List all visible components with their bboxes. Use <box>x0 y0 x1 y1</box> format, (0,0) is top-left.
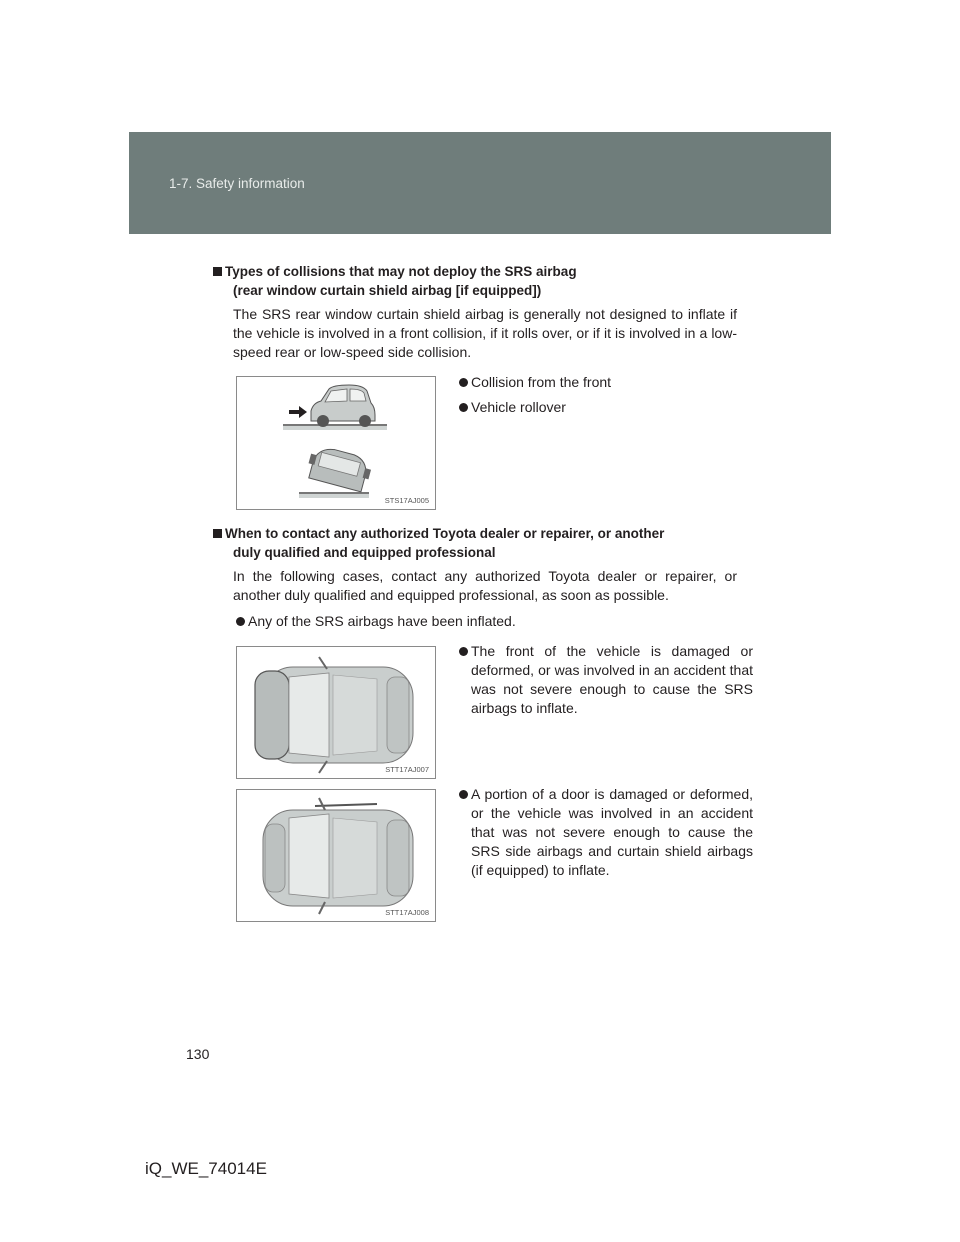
figure-code: STS17AJ005 <box>384 496 429 505</box>
bullet-dot-icon <box>459 790 468 799</box>
figure-code: STT17AJ008 <box>385 908 429 917</box>
bullet-door-damage <box>459 785 753 880</box>
bullet-text: A portion of a door is damaged or deformed, or the vehicle was involved in an accident that was not severe enough to cause the SRS side airbags and curtain shield airbags (if equipped) to inflate. <box>471 786 753 878</box>
bullet-dot-icon <box>459 647 468 656</box>
bullet-dot-icon <box>459 403 468 412</box>
bullet-text: Vehicle rollover <box>471 399 566 415</box>
section2-title-line2: duly qualified and equipped professional <box>233 545 496 560</box>
bullet-collision-front <box>459 373 611 392</box>
page-number: 130 <box>186 1046 210 1062</box>
collision-figure <box>236 376 436 510</box>
front-damage-figure <box>236 646 436 779</box>
section1-title-line1: Types of collisions that may not deploy the SRS airbag <box>225 264 577 279</box>
door-damage-figure <box>236 789 436 922</box>
section2-heading <box>213 524 738 562</box>
bullet-dot-icon <box>459 378 468 387</box>
collision-illustration <box>237 377 435 509</box>
bullet-text: Any of the SRS airbags have been inflated. <box>248 613 516 629</box>
section2-paragraph: In the following cases, contact any authorized Toyota dealer or repairer, or another duly qualified and equipped professional, as soon as possible. <box>233 568 737 603</box>
header-bar <box>129 132 831 234</box>
section1-heading <box>213 262 577 300</box>
document-code: iQ_WE_74014E <box>145 1159 267 1178</box>
bullet-text: The front of the vehicle is damaged or deformed, or was involved in an accident that was not severe enough to cause the SRS airbags to inflate. <box>471 643 753 716</box>
square-bullet-icon <box>213 267 222 276</box>
figure-code: STT17AJ007 <box>385 765 429 774</box>
section2-title-line1: When to contact any authorized Toyota dealer or repairer, or another <box>225 526 665 541</box>
car-top-view-illustration <box>237 647 435 778</box>
bullet-dot-icon <box>236 617 245 626</box>
bullet-text: Collision from the front <box>471 374 612 390</box>
bullet-airbags-inflated <box>236 612 516 631</box>
section1-paragraph: The SRS rear window curtain shield airbag is generally not designed to inflate if the vehicle is involved in a front collision, if it rolls over, or if it is involved in a low-speed rear or low-speed side collision. <box>233 306 737 360</box>
square-bullet-icon <box>213 529 222 538</box>
car-top-view-illustration <box>237 790 435 921</box>
bullet-rollover <box>459 398 566 417</box>
section1-title-line2: (rear window curtain shield airbag [if equipped]) <box>233 283 542 298</box>
bullet-front-damage <box>459 642 753 718</box>
section-title: 1-7. Safety information <box>169 176 305 191</box>
